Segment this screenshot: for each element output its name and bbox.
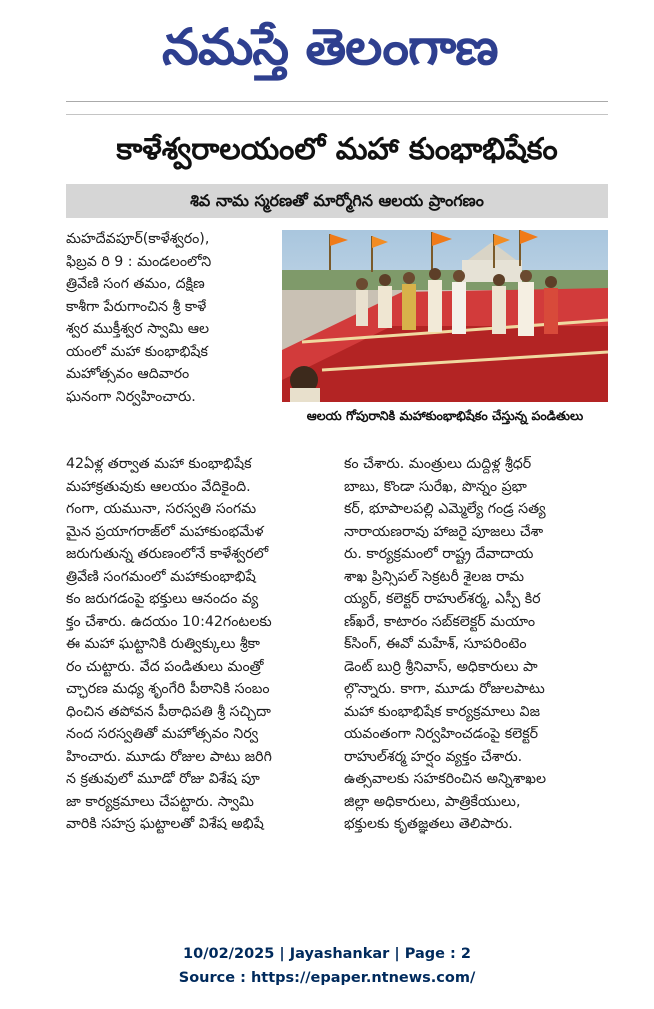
article-text-line: మైన ప్రయాగరాజ్‌లో మహాకుంభమేళ xyxy=(66,523,264,540)
article-text-line: రాహుల్‌శర్మ హర్షం వ్యక్తం చేశారు. xyxy=(344,748,523,765)
article-text-line: హించారు. మూడు రోజుల పాటు జరిగి xyxy=(66,748,272,765)
article-text-line: న క్రతువులో మూడో రోజు విశేష పూ xyxy=(66,771,260,787)
article-text-line: శాఖ ప్రిన్సిపల్ సెక్రటరీ శైలజ రామ xyxy=(344,568,524,585)
article-text-line: జా కార్యక్రమాలు చేపట్టారు. స్వామి xyxy=(66,793,254,810)
article-text-line: శ్వర ముక్తీశ్వర స్వామి ఆల xyxy=(66,321,210,337)
article-text-line: రం చుట్టారు. వేద పండితులు మంత్రో xyxy=(66,658,264,675)
article-text-line: ణ్‌ఖరే, కాటారం సబ్‌కలెక్టర్ మయాం xyxy=(344,613,536,630)
article-text-line: మహా కుంభాభిషేక కార్యక్రమాలు విజ xyxy=(344,703,540,720)
article-text-line: ఈ మహా ఘట్టానికి రుత్విక్కులు శ్రీకా xyxy=(66,636,260,652)
article-text-line: ల్గొన్నారు. కాగా, మూడు రోజులపాటు xyxy=(344,681,545,697)
article-text-line: చ్ఛారణ మధ్య శృంగేరి పీఠానికి సంబం xyxy=(66,681,270,697)
article-text-line: కర్, భూపాలపల్లి ఎమ్మెల్యే గండ్ర సత్య xyxy=(344,501,546,517)
article-text-line: మహదేవపూర్(కాళేశ్వరం), xyxy=(66,231,210,247)
newspaper-masthead xyxy=(60,8,600,86)
edition-meta: 10/02/2025 | Jayashankar | Page : 2 xyxy=(183,946,471,962)
article-text-line: నంద సరస్వతితో మహోత్సవం నిర్వ xyxy=(66,726,259,742)
article-text-line: వారికి సహస్ర ఘట్టాలతో విశేష అభిషే xyxy=(66,816,264,832)
article-text-line: క్తం చేశారు. ఉదయం 10:42గంటలకు xyxy=(66,613,272,630)
article-text-line: ఘనంగా నిర్వహించారు. xyxy=(66,388,196,405)
article-text-line: ఉత్సవాలకు సహకరించిన అన్నిశాఖల xyxy=(344,771,547,787)
article-text-line: క్‌సింగ్, ఈవో మహేశ్, సూపరింటెం xyxy=(344,636,527,652)
article-text-line: భక్తులకు కృతజ్ఞతలు తెలిపారు. xyxy=(344,816,513,832)
article-text-line: బాబు, కొండా సురేఖ, పొన్నం ప్రభా xyxy=(344,478,527,495)
article-headline: కాళేశ్వరాలయంలో మహా కుంభాభిషేకం xyxy=(116,132,558,167)
article-text-line: త్రివేణి సంగమంలో మహాకుంభాభిషే xyxy=(66,568,256,585)
source-line: Source : https://epaper.ntnews.com/ xyxy=(178,970,476,986)
article-text-line: డెంట్ బుర్రి శ్రీనివాస్, అధికారులు పా xyxy=(344,658,538,675)
article-text-line: కాశీగా పేరుగాంచిన శ్రీ కాళే xyxy=(66,298,207,315)
article-text-line: మహోత్సవం ఆదివారం xyxy=(66,366,190,382)
article-text-line: జరుగుతున్న తరుణంలోనే కాళేశ్వరలో xyxy=(66,546,269,562)
article-text-line: కం జరుగడంపై భక్తులు ఆనందం వ్య xyxy=(66,591,259,607)
article-text-line: కం చేశారు. మంత్రులు దుద్దిళ్ల శ్రీధర్ xyxy=(344,456,532,472)
masthead-title: నమస్తే తెలంగాణ xyxy=(162,17,498,76)
article-text-line: 42ఏళ్ల తర్వాత మహా కుంభాభిషేక xyxy=(66,456,252,472)
article-text-line: య్యర్, కలెక్టర్ రాహుల్‌శర్మ, ఎస్పీ కిర xyxy=(344,591,541,607)
article-left-column xyxy=(66,453,334,836)
masthead-divider xyxy=(66,101,608,102)
article-subheadline: శివ నామ స్మరణతో మార్మోగిన ఆలయ ప్రాంగణం xyxy=(66,184,608,218)
article-text-line: ఫిబ్రవ రి 9 : మండలంలోని xyxy=(66,253,212,270)
article-lead-column xyxy=(66,228,274,408)
article-text-line: గంగా, యమునా, సరస్వతి సంగమ xyxy=(66,501,257,517)
article-text-line: యంలో మహా కుంభాభిషేక xyxy=(66,343,208,360)
temple-ceremony-photo xyxy=(282,230,608,402)
article-text-line: నారాయణరావు హాజరై పూజలు చేశా xyxy=(344,523,544,540)
article-text-line: త్రివేణి సంగ తమం, దక్షిణ xyxy=(66,276,205,292)
photo-caption: ఆలయ గోపురానికి మహాకుంభాభిషేకం చేస్తున్న పండితులు xyxy=(282,402,608,430)
article-text-line: రు. కార్యక్రమంలో రాష్ట్ర దేవాదాయ xyxy=(344,546,534,562)
article-text-line: యవంతంగా నిర్వహించడంపై కలెక్టర్ xyxy=(344,726,539,742)
article-text-line: జిల్లా అధికారులు, పాత్రికేయులు, xyxy=(344,793,521,810)
article-right-column xyxy=(344,453,608,836)
headline-top-rule xyxy=(66,114,608,115)
article-text-line: ధించిన తపోవన పీఠాధిపతి శ్రీ సచ్చిదా xyxy=(66,703,271,720)
article-text-line: మహాక్రతువుకు ఆలయం వేదికైంది. xyxy=(66,478,251,495)
